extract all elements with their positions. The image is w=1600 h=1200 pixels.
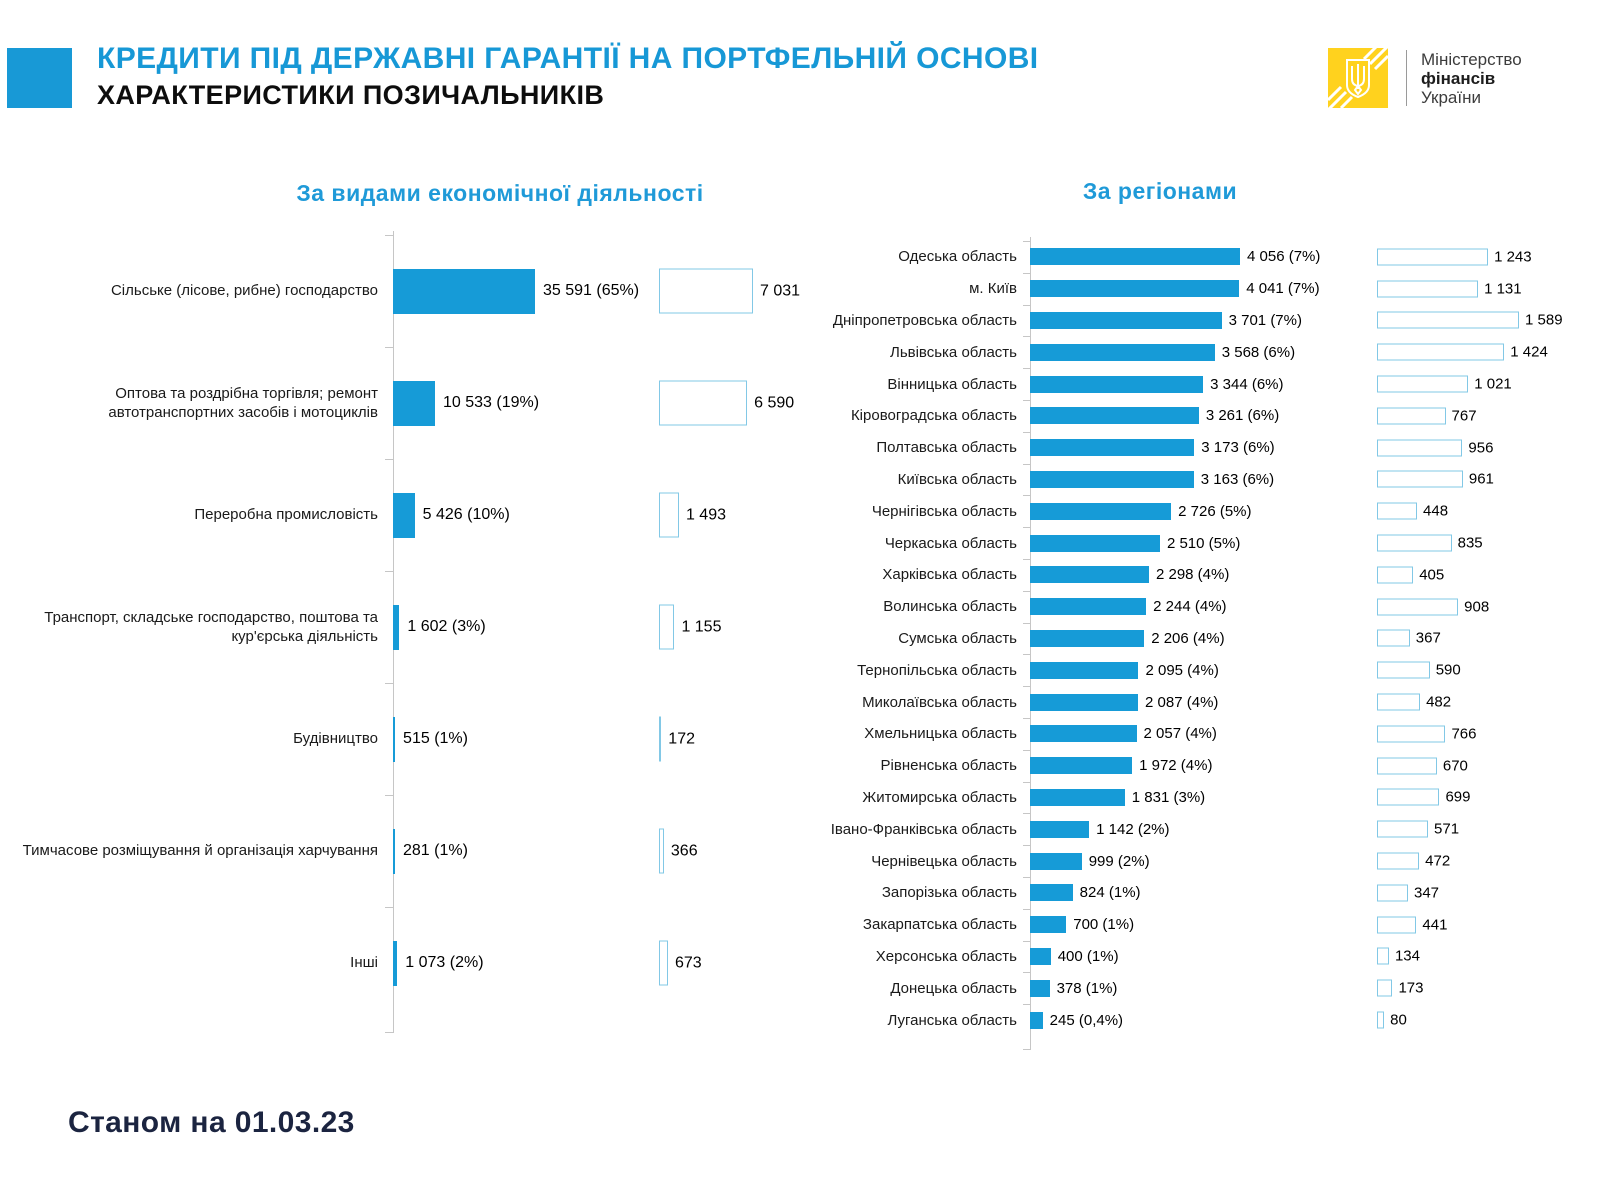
primary-bar-area [1030, 535, 1365, 552]
secondary-bar [1377, 725, 1445, 742]
category-label: Сумська область [898, 629, 1017, 647]
secondary-bar [1377, 376, 1468, 393]
secondary-value-label: 1 424 [1510, 343, 1548, 361]
primary-bar-area [1030, 662, 1365, 679]
primary-value-label: 3 701 (7%) [1228, 311, 1302, 329]
category-label: Дніпропетровська область [832, 311, 1017, 329]
primary-value-label: 2 298 (4%) [1155, 566, 1230, 584]
primary-value-label: 4 041 (7%) [1246, 280, 1320, 298]
secondary-bar-area [1377, 884, 1439, 901]
primary-value-label: 5 426 (10%) [422, 506, 510, 523]
chart-row [810, 686, 1600, 718]
secondary-bar [1377, 280, 1478, 297]
primary-value-label: 4 056 (7%) [1247, 248, 1321, 266]
chart-row [810, 591, 1600, 623]
category-label: Інші [350, 954, 378, 972]
chart-row [810, 909, 1600, 941]
chart-row [810, 941, 1600, 973]
primary-bar-area [1030, 566, 1365, 583]
primary-value-label: 2 087 (4%) [1145, 693, 1219, 711]
chart-row [810, 559, 1600, 591]
primary-bar-area [1030, 248, 1365, 265]
primary-bar-area [1030, 916, 1365, 933]
secondary-value-label: 571 [1434, 820, 1460, 838]
category-label: Закарпатська область [862, 916, 1017, 934]
secondary-value-label: 767 [1451, 407, 1477, 425]
secondary-bar [659, 717, 661, 762]
category-label: Запорізька область [881, 884, 1017, 902]
secondary-bar-area [1377, 1012, 1407, 1029]
primary-bar [393, 493, 415, 538]
chart-row [810, 273, 1600, 305]
category-label: Волинська область [883, 598, 1017, 616]
secondary-value-label: 347 [1414, 884, 1440, 902]
chart-row [810, 400, 1600, 432]
primary-bar [393, 717, 395, 762]
ukraine-tryzub-icon [1328, 48, 1388, 108]
chart-title-activities: За видами економічної діяльності [296, 180, 704, 206]
secondary-bar [1377, 248, 1488, 265]
secondary-value-label: 80 [1390, 1011, 1407, 1029]
secondary-bar [1377, 312, 1519, 329]
secondary-bar [1377, 1012, 1384, 1029]
secondary-bar [1377, 535, 1452, 552]
primary-bar [1030, 821, 1089, 838]
category-label: Тернопільська область [857, 661, 1017, 679]
chart-row [810, 972, 1600, 1004]
secondary-bar [1377, 916, 1416, 933]
primary-value-label: 281 (1%) [403, 842, 468, 859]
primary-value-label: 3 173 (6%) [1201, 439, 1275, 457]
secondary-value-label: 134 [1394, 947, 1420, 965]
secondary-bar-area [659, 269, 800, 314]
primary-bar-area [1030, 694, 1365, 711]
secondary-bar-area [1377, 948, 1420, 965]
ministry-logo [1328, 47, 1568, 109]
category-label: Хмельницька область [864, 725, 1017, 743]
primary-value-label: 2 726 (5%) [1178, 502, 1252, 520]
secondary-bar [1377, 630, 1410, 647]
secondary-bar [1377, 344, 1504, 361]
primary-value-label: 400 (1%) [1057, 947, 1119, 965]
chart-row [810, 623, 1600, 655]
secondary-value-label: 405 [1419, 566, 1445, 584]
primary-bar [1030, 916, 1066, 933]
secondary-bar [1377, 789, 1439, 806]
chart-row [810, 241, 1600, 273]
primary-bar-area [1030, 948, 1365, 965]
category-label: Харківська область [882, 566, 1017, 584]
chart-row [810, 495, 1600, 527]
primary-value-label: 1 073 (2%) [405, 954, 484, 971]
primary-bar [1030, 662, 1138, 679]
primary-bar [1030, 503, 1171, 520]
secondary-bar-area [1377, 853, 1450, 870]
category-label: Будівництво [293, 730, 378, 748]
chart-row [810, 368, 1600, 400]
secondary-bar-area [1377, 503, 1448, 520]
secondary-bar-area [1377, 280, 1522, 297]
secondary-value-label: 961 [1468, 470, 1494, 488]
primary-bar-area [1030, 853, 1365, 870]
primary-bar [1030, 853, 1082, 870]
secondary-bar-area [1377, 312, 1563, 329]
primary-bar-area [1030, 280, 1365, 297]
primary-bar-area [393, 941, 643, 986]
chart-row [810, 845, 1600, 877]
primary-value-label: 10 533 (19%) [443, 394, 540, 411]
primary-bar-area [1030, 376, 1365, 393]
page-title-line2: ХАРАКТЕРИСТИКИ ПОЗИЧАЛЬНИКІВ [97, 80, 605, 110]
primary-value-label: 2 244 (4%) [1153, 598, 1227, 616]
category-label: Полтавська область [876, 439, 1017, 457]
secondary-bar [1377, 821, 1428, 838]
secondary-bar-area [1377, 376, 1512, 393]
primary-value-label: 824 (1%) [1079, 884, 1141, 902]
category-label: Переробна промисловість [194, 506, 378, 524]
primary-bar [1030, 1012, 1043, 1029]
primary-bar [393, 269, 535, 314]
primary-bar [1030, 630, 1144, 647]
secondary-value-label: 482 [1426, 693, 1452, 711]
chart-row [810, 432, 1600, 464]
primary-value-label: 3 163 (6%) [1200, 470, 1275, 488]
secondary-value-label: 908 [1464, 598, 1490, 616]
chart-row [810, 877, 1600, 909]
chart-rows [810, 241, 1600, 1036]
secondary-value-label: 472 [1425, 852, 1451, 870]
category-label: Чернігівська область [871, 502, 1017, 520]
category-label: Луганська область [887, 1011, 1017, 1029]
primary-bar-area [1030, 757, 1365, 774]
primary-bar-area [393, 381, 643, 426]
primary-bar [1030, 248, 1240, 265]
primary-bar-area [1030, 630, 1365, 647]
primary-bar-area [1030, 884, 1365, 901]
category-label: Херсонська область [875, 947, 1017, 965]
primary-value-label: 35 591 (65%) [543, 282, 640, 299]
secondary-bar-area [1377, 471, 1494, 488]
primary-value-label: 2 057 (4%) [1143, 725, 1217, 743]
secondary-value-label: 766 [1451, 725, 1477, 743]
secondary-bar-area [659, 941, 702, 986]
secondary-bar-area [659, 717, 695, 762]
secondary-bar [1377, 662, 1430, 679]
primary-bar-area [1030, 471, 1365, 488]
category-label: Тимчасове розміщування й організація харчування [22, 842, 378, 860]
secondary-value-label: 7 031 [760, 282, 801, 299]
secondary-bar-area [1377, 662, 1461, 679]
category-label: Житомирська область [862, 788, 1017, 806]
secondary-value-label: 835 [1457, 534, 1483, 552]
ministry-name [1421, 50, 1522, 107]
secondary-bar-area [1377, 248, 1532, 265]
chart-row [810, 654, 1600, 686]
category-label: Сільське (лісове, рибне) господарство [110, 282, 378, 300]
logo-divider [1406, 50, 1407, 106]
secondary-bar [1377, 853, 1419, 870]
chart-row [810, 813, 1600, 845]
secondary-bar [659, 269, 753, 314]
secondary-bar-area [659, 493, 726, 538]
category-label: Черкаська область [884, 534, 1017, 552]
secondary-value-label: 448 [1423, 502, 1449, 520]
primary-value-label: 245 (0,4%) [1049, 1011, 1124, 1029]
category-label: Вінницька область [887, 375, 1017, 393]
secondary-bar [1377, 757, 1437, 774]
chart-row [810, 750, 1600, 782]
primary-value-label: 1 142 (2%) [1096, 820, 1170, 838]
secondary-bar-area [1377, 916, 1447, 933]
category-label: Івано-Франківська область [830, 820, 1017, 838]
secondary-bar [1377, 503, 1417, 520]
primary-bar-area [1030, 407, 1365, 424]
chart-row [810, 336, 1600, 368]
secondary-value-label: 673 [674, 954, 702, 971]
secondary-value-label: 1 493 [685, 506, 726, 523]
secondary-bar [1377, 948, 1389, 965]
primary-value-label: 378 (1%) [1056, 979, 1118, 997]
category-label: Миколаївська область [862, 693, 1017, 711]
primary-bar-area [1030, 312, 1365, 329]
category-label: Донецька область [890, 979, 1017, 997]
primary-bar [1030, 344, 1215, 361]
secondary-bar [1377, 980, 1392, 997]
primary-value-label: 3 261 (6%) [1205, 407, 1280, 425]
primary-bar-area [1030, 439, 1365, 456]
primary-bar-area [393, 605, 643, 650]
primary-value-label: 2 206 (4%) [1151, 629, 1225, 647]
secondary-bar-area [659, 381, 794, 426]
chart-row [810, 527, 1600, 559]
secondary-bar-area [1377, 344, 1548, 361]
secondary-bar-area [1377, 535, 1483, 552]
as-of-date: Станом на 01.03.23 [68, 1106, 355, 1139]
category-label: Рівненська область [880, 757, 1017, 775]
secondary-bar-area [659, 829, 698, 874]
primary-bar [393, 829, 395, 874]
category-label: Оптова та роздрібна торгівля; ремонт автотранспортних засобів і мотоциклів [108, 384, 378, 421]
secondary-value-label: 1 155 [681, 618, 722, 635]
secondary-bar [659, 381, 747, 426]
primary-bar-area [1030, 789, 1365, 806]
primary-bar-area [393, 493, 643, 538]
secondary-bar [659, 493, 679, 538]
secondary-bar [1377, 407, 1446, 424]
ministry-name-line1: Міністерство [1421, 49, 1522, 69]
secondary-value-label: 956 [1468, 439, 1494, 457]
primary-bar [1030, 980, 1050, 997]
secondary-value-label: 699 [1445, 788, 1471, 806]
secondary-value-label: 366 [670, 842, 698, 859]
page-title-line1: КРЕДИТИ ПІД ДЕРЖАВНІ ГАРАНТІЇ НА ПОРТФЕЛЬНІЙ ОСНОВІ [97, 42, 1039, 75]
primary-value-label: 3 344 (6%) [1210, 375, 1284, 393]
category-label: м. Київ [969, 280, 1017, 298]
category-label: Львівська область [889, 343, 1017, 361]
primary-bar-area [393, 269, 643, 314]
secondary-bar-area [1377, 980, 1423, 997]
secondary-bar [1377, 471, 1463, 488]
secondary-bar-area [1377, 694, 1451, 711]
primary-bar [393, 381, 435, 426]
secondary-value-label: 670 [1442, 757, 1468, 775]
primary-value-label: 1 602 (3%) [407, 618, 486, 635]
primary-bar [393, 605, 399, 650]
secondary-value-label: 1 589 [1525, 311, 1563, 329]
primary-bar [1030, 884, 1073, 901]
accent-square [7, 48, 72, 108]
ministry-name-line2: фінансів [1421, 68, 1496, 88]
primary-bar [1030, 471, 1194, 488]
secondary-bar [1377, 884, 1408, 901]
secondary-bar-area [1377, 757, 1468, 774]
primary-value-label: 2 095 (4%) [1145, 661, 1219, 679]
primary-bar [1030, 566, 1149, 583]
primary-bar [1030, 725, 1137, 742]
category-label: Київська область [897, 470, 1017, 488]
secondary-bar [659, 941, 668, 986]
secondary-bar [1377, 598, 1458, 615]
primary-bar [1030, 789, 1125, 806]
secondary-value-label: 1 243 [1494, 248, 1532, 266]
secondary-value-label: 441 [1422, 916, 1448, 934]
secondary-bar [1377, 566, 1413, 583]
secondary-bar-area [1377, 439, 1493, 456]
secondary-bar-area [1377, 407, 1477, 424]
secondary-bar-area [1377, 598, 1489, 615]
ministry-name-line3: України [1421, 87, 1481, 107]
secondary-bar-area [1377, 630, 1441, 647]
secondary-bar-area [1377, 725, 1476, 742]
chart-title-regions: За регіонами [1082, 178, 1238, 204]
primary-bar-area [1030, 980, 1365, 997]
primary-bar-area [1030, 821, 1365, 838]
secondary-bar-area [659, 605, 721, 650]
primary-bar [1030, 407, 1199, 424]
secondary-bar [1377, 439, 1462, 456]
primary-value-label: 3 568 (6%) [1221, 343, 1296, 361]
category-label: Транспорт, складське господарство, поштова та кур'єрська діяльність [44, 608, 378, 645]
primary-bar [393, 941, 397, 986]
primary-bar-area [393, 829, 643, 874]
chart-row [810, 305, 1600, 337]
chart-row [810, 1004, 1600, 1036]
secondary-value-label: 1 021 [1474, 375, 1512, 393]
primary-value-label: 1 972 (4%) [1139, 757, 1213, 775]
primary-value-label: 1 831 (3%) [1131, 788, 1206, 806]
primary-bar-area [1030, 598, 1365, 615]
category-label: Чернівецька область [871, 852, 1017, 870]
primary-bar [1030, 439, 1194, 456]
primary-value-label: 515 (1%) [403, 730, 468, 747]
secondary-bar-area [1377, 566, 1444, 583]
primary-value-label: 999 (2%) [1088, 852, 1150, 870]
primary-bar-area [393, 717, 643, 762]
secondary-value-label: 590 [1435, 661, 1461, 679]
secondary-value-label: 173 [1398, 979, 1424, 997]
secondary-value-label: 1 131 [1484, 280, 1522, 298]
primary-bar-area [1030, 725, 1365, 742]
primary-bar [1030, 757, 1132, 774]
primary-value-label: 2 510 (5%) [1166, 534, 1241, 552]
primary-bar [1030, 312, 1222, 329]
primary-value-label: 700 (1%) [1073, 916, 1135, 934]
chart-row [810, 464, 1600, 496]
primary-bar [1030, 280, 1239, 297]
primary-bar-area [1030, 1012, 1365, 1029]
chart-row [810, 782, 1600, 814]
primary-bar [1030, 694, 1138, 711]
secondary-bar [1377, 694, 1420, 711]
category-label: Кіровоградська область [850, 407, 1017, 425]
primary-bar-area [1030, 503, 1365, 520]
category-label: Одеська область [898, 248, 1017, 266]
primary-bar [1030, 535, 1160, 552]
primary-bar [1030, 598, 1146, 615]
secondary-bar [659, 829, 664, 874]
secondary-value-label: 6 590 [754, 394, 795, 411]
secondary-bar-area [1377, 789, 1470, 806]
page-title [97, 42, 1039, 111]
secondary-bar [659, 605, 674, 650]
chart-row [810, 718, 1600, 750]
secondary-value-label: 172 [668, 730, 695, 747]
primary-bar [1030, 948, 1051, 965]
primary-bar [1030, 376, 1203, 393]
secondary-bar-area [1377, 821, 1459, 838]
secondary-value-label: 367 [1415, 629, 1441, 647]
primary-bar-area [1030, 344, 1365, 361]
